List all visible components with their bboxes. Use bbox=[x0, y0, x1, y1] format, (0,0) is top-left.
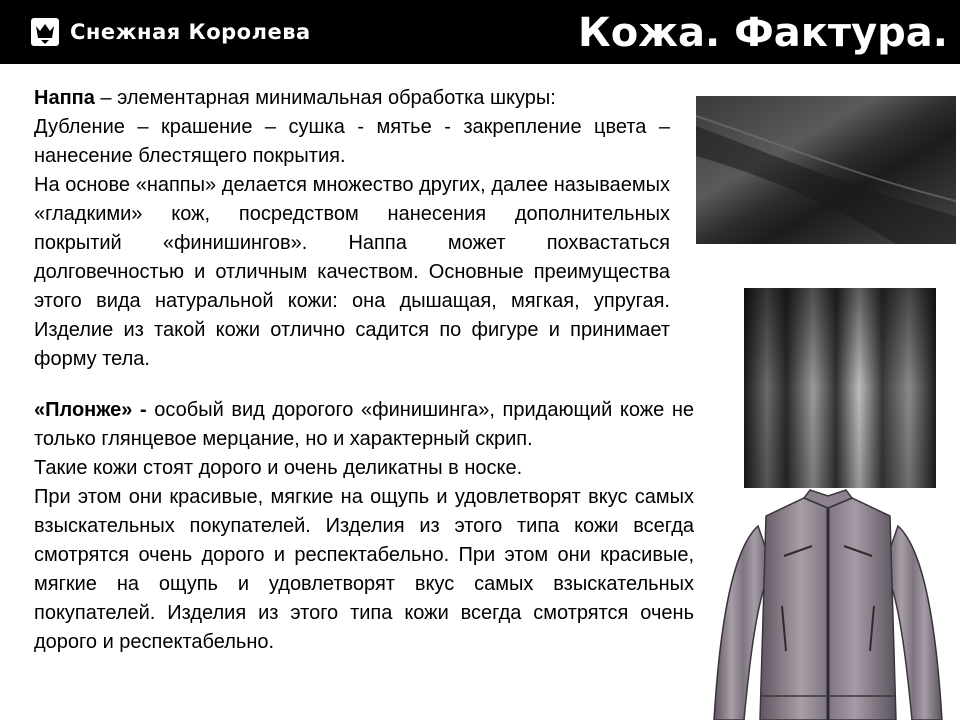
brand-name: Снежная Королева bbox=[70, 20, 311, 44]
brand-logo[interactable] bbox=[30, 15, 311, 49]
plonge-line2: Такие кожи стоят дорого и очень деликатны в носке. bbox=[34, 457, 523, 479]
nappa-definition-text: – элементарная минимальная обработка шкуры: bbox=[94, 87, 556, 109]
nappa-process: Дубление – крашение – сушка - мятье - закрепление цвета – нанесение блестящего покрытия. bbox=[34, 116, 670, 167]
leather-jacket-photo bbox=[696, 486, 960, 720]
plonge-body: При этом они красивые, мягкие на ощупь и удовлетворят вкус самых взыскательных покупателей. Изделия из этого типа кожи всегда смотрятся очень дорого и респектабельно. При этом они красивые, мягкие на ощупь и удовлетворят вкус самых взыскательных покупателей. Изделия из этого типа кожи всегда смотрятся очень дорого и респектабельно. bbox=[34, 486, 694, 653]
glossy-leather-photo bbox=[744, 288, 936, 488]
plonge-definition bbox=[34, 396, 694, 454]
slide-title: Кожа. Фактура. bbox=[578, 10, 948, 56]
crown-icon bbox=[30, 17, 60, 47]
plonge-term: «Плонже» - bbox=[34, 399, 147, 421]
header-bar bbox=[0, 0, 960, 64]
nappa-body: На основе «наппы» делается множество других, далее называемых «гладкими» кож, посредством нанесения дополнительных покрытий «финишингов». Наппа может похвастаться долговечностью и отличным качеством. Основные преимущества этого вида натуральной кожи: она дышащая, мягкая, упругая. Изделие из такой кожи отлично садится по фигуре и принимает форму тела. bbox=[34, 174, 670, 370]
leather-fold-photo bbox=[696, 96, 956, 244]
nappa-definition bbox=[34, 84, 670, 113]
plonge-definition-text: особый вид дорогого «финишинга», придающий коже не только глянцевое мерцание, но и характерный скрип. bbox=[34, 399, 694, 450]
nappa-section bbox=[34, 84, 670, 374]
nappa-term: Наппа bbox=[34, 87, 95, 109]
plonge-section bbox=[34, 396, 694, 657]
